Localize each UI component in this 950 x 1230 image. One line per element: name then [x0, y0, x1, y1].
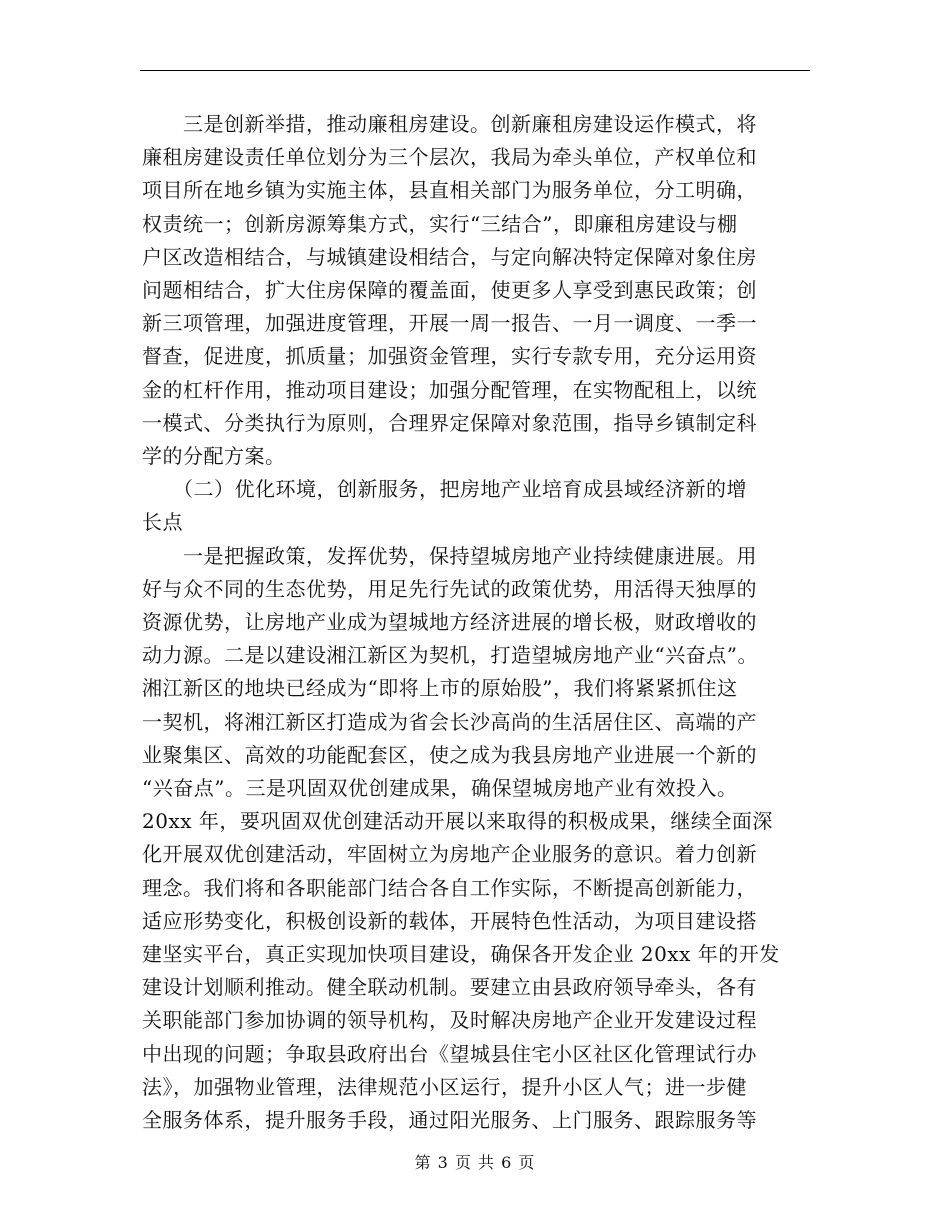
text-line: 廉租房建设责任单位划分为三个层次，我局为牵头单位，产权单位和 [142, 145, 757, 170]
text-line: 业聚集区、高效的功能配套区，使之成为我县房地产业进展一个新的 [142, 742, 757, 767]
text-line: “兴奋点”。三是巩固双优创建成果，确保望城房地产业有效投入。 [142, 776, 738, 800]
text-line: 权责统一；创新房源筹集方式，实行“三结合”，即廉租房建设与棚 [142, 211, 738, 236]
text-line: 金的杠杆作用，推动项目建设；加强分配管理，在实物配租上，以统 [142, 377, 757, 402]
text-line: 三是创新举措，推动廉租房建设。创新廉租房建设运作模式，将 [142, 112, 757, 136]
header-rule [140, 70, 810, 71]
text-line: 学的分配方案。 [142, 444, 286, 468]
text-line: 动力源。二是以建设湘江新区为契机，打造望城房地产业“兴奋点”。 [142, 643, 758, 668]
text-line: 一模式、分类执行为原则，合理界定保障对象范围，指导乡镇制定科 [142, 410, 757, 435]
text-line: 一是把握政策，发挥优势，保持望城房地产业持续健康进展。用 [142, 543, 757, 568]
text-line: 建坚实平台，真正实现加快项目建设，确保各开发企业 20xx 年的开发 [142, 942, 780, 966]
text-line: 长点 [142, 510, 183, 535]
text-line: （二）优化环境，创新服务，把房地产业培育成县域经济新的增 [142, 477, 747, 502]
text-line: 项目所在地乡镇为实施主体，县直相关部门为服务单位，分工明确， [142, 178, 757, 203]
text-line: 问题相结合，扩大住房保障的覆盖面，使更多人享受到惠民政策；创 [142, 278, 757, 302]
text-line: 督查，促进度，抓质量；加强资金管理，实行专款专用，充分运用资 [142, 344, 757, 369]
text-line: 理念。我们将和各职能部门结合各自工作实际，不断提高创新能力， [142, 875, 757, 900]
page-footer: 第 3 页 共 6 页 [414, 1153, 536, 1172]
text-line: 全服务体系，提升服务手段，通过阳光服务、上门服务、跟踪服务等 [142, 1108, 757, 1132]
text-line: 适应形势变化，积极创设新的载体，开展特色性活动，为项目建设搭 [142, 908, 757, 933]
text-line: 20xx 年，要巩固双优创建活动开展以来取得的积极成果，继续全面深 [142, 809, 773, 834]
text-line: 建设计划顺利推动。健全联动机制。要建立由县政府领导牵头，各有 [142, 975, 757, 1000]
text-line: 关职能部门参加协调的领导机构，及时解决房地产企业开发建设过程 [142, 1008, 757, 1033]
text-line: 好与众不同的生态优势，用足先行先试的政策优势，用活得天独厚的 [142, 576, 757, 601]
text-line: 一契机，将湘江新区打造成为省会长沙高尚的生活居住区、高端的产 [142, 709, 757, 734]
text-line: 中出现的问题；争取县政府出台《望城县住宅小区社区化管理试行办 [142, 1041, 757, 1066]
text-line: 化开展双优创建活动，牢固树立为房地产企业服务的意识。着力创新 [142, 842, 757, 867]
text-line: 户区改造相结合，与城镇建设相结合，与定向解决特定保障对象住房 [142, 244, 757, 269]
text-line: 资源优势，让房地产业成为望城地方经济进展的增长极，财政增收的 [142, 610, 757, 634]
text-line: 湘江新区的地块已经成为“即将上市的原始股”，我们将紧紧抓住这 [142, 676, 738, 701]
text-line: 新三项管理，加强进度管理，开展一周一报告、一月一调度、一季一 [142, 311, 757, 336]
text-line: 法》，加强物业管理，法律规范小区运行，提升小区人气；进一步健 [142, 1074, 747, 1099]
